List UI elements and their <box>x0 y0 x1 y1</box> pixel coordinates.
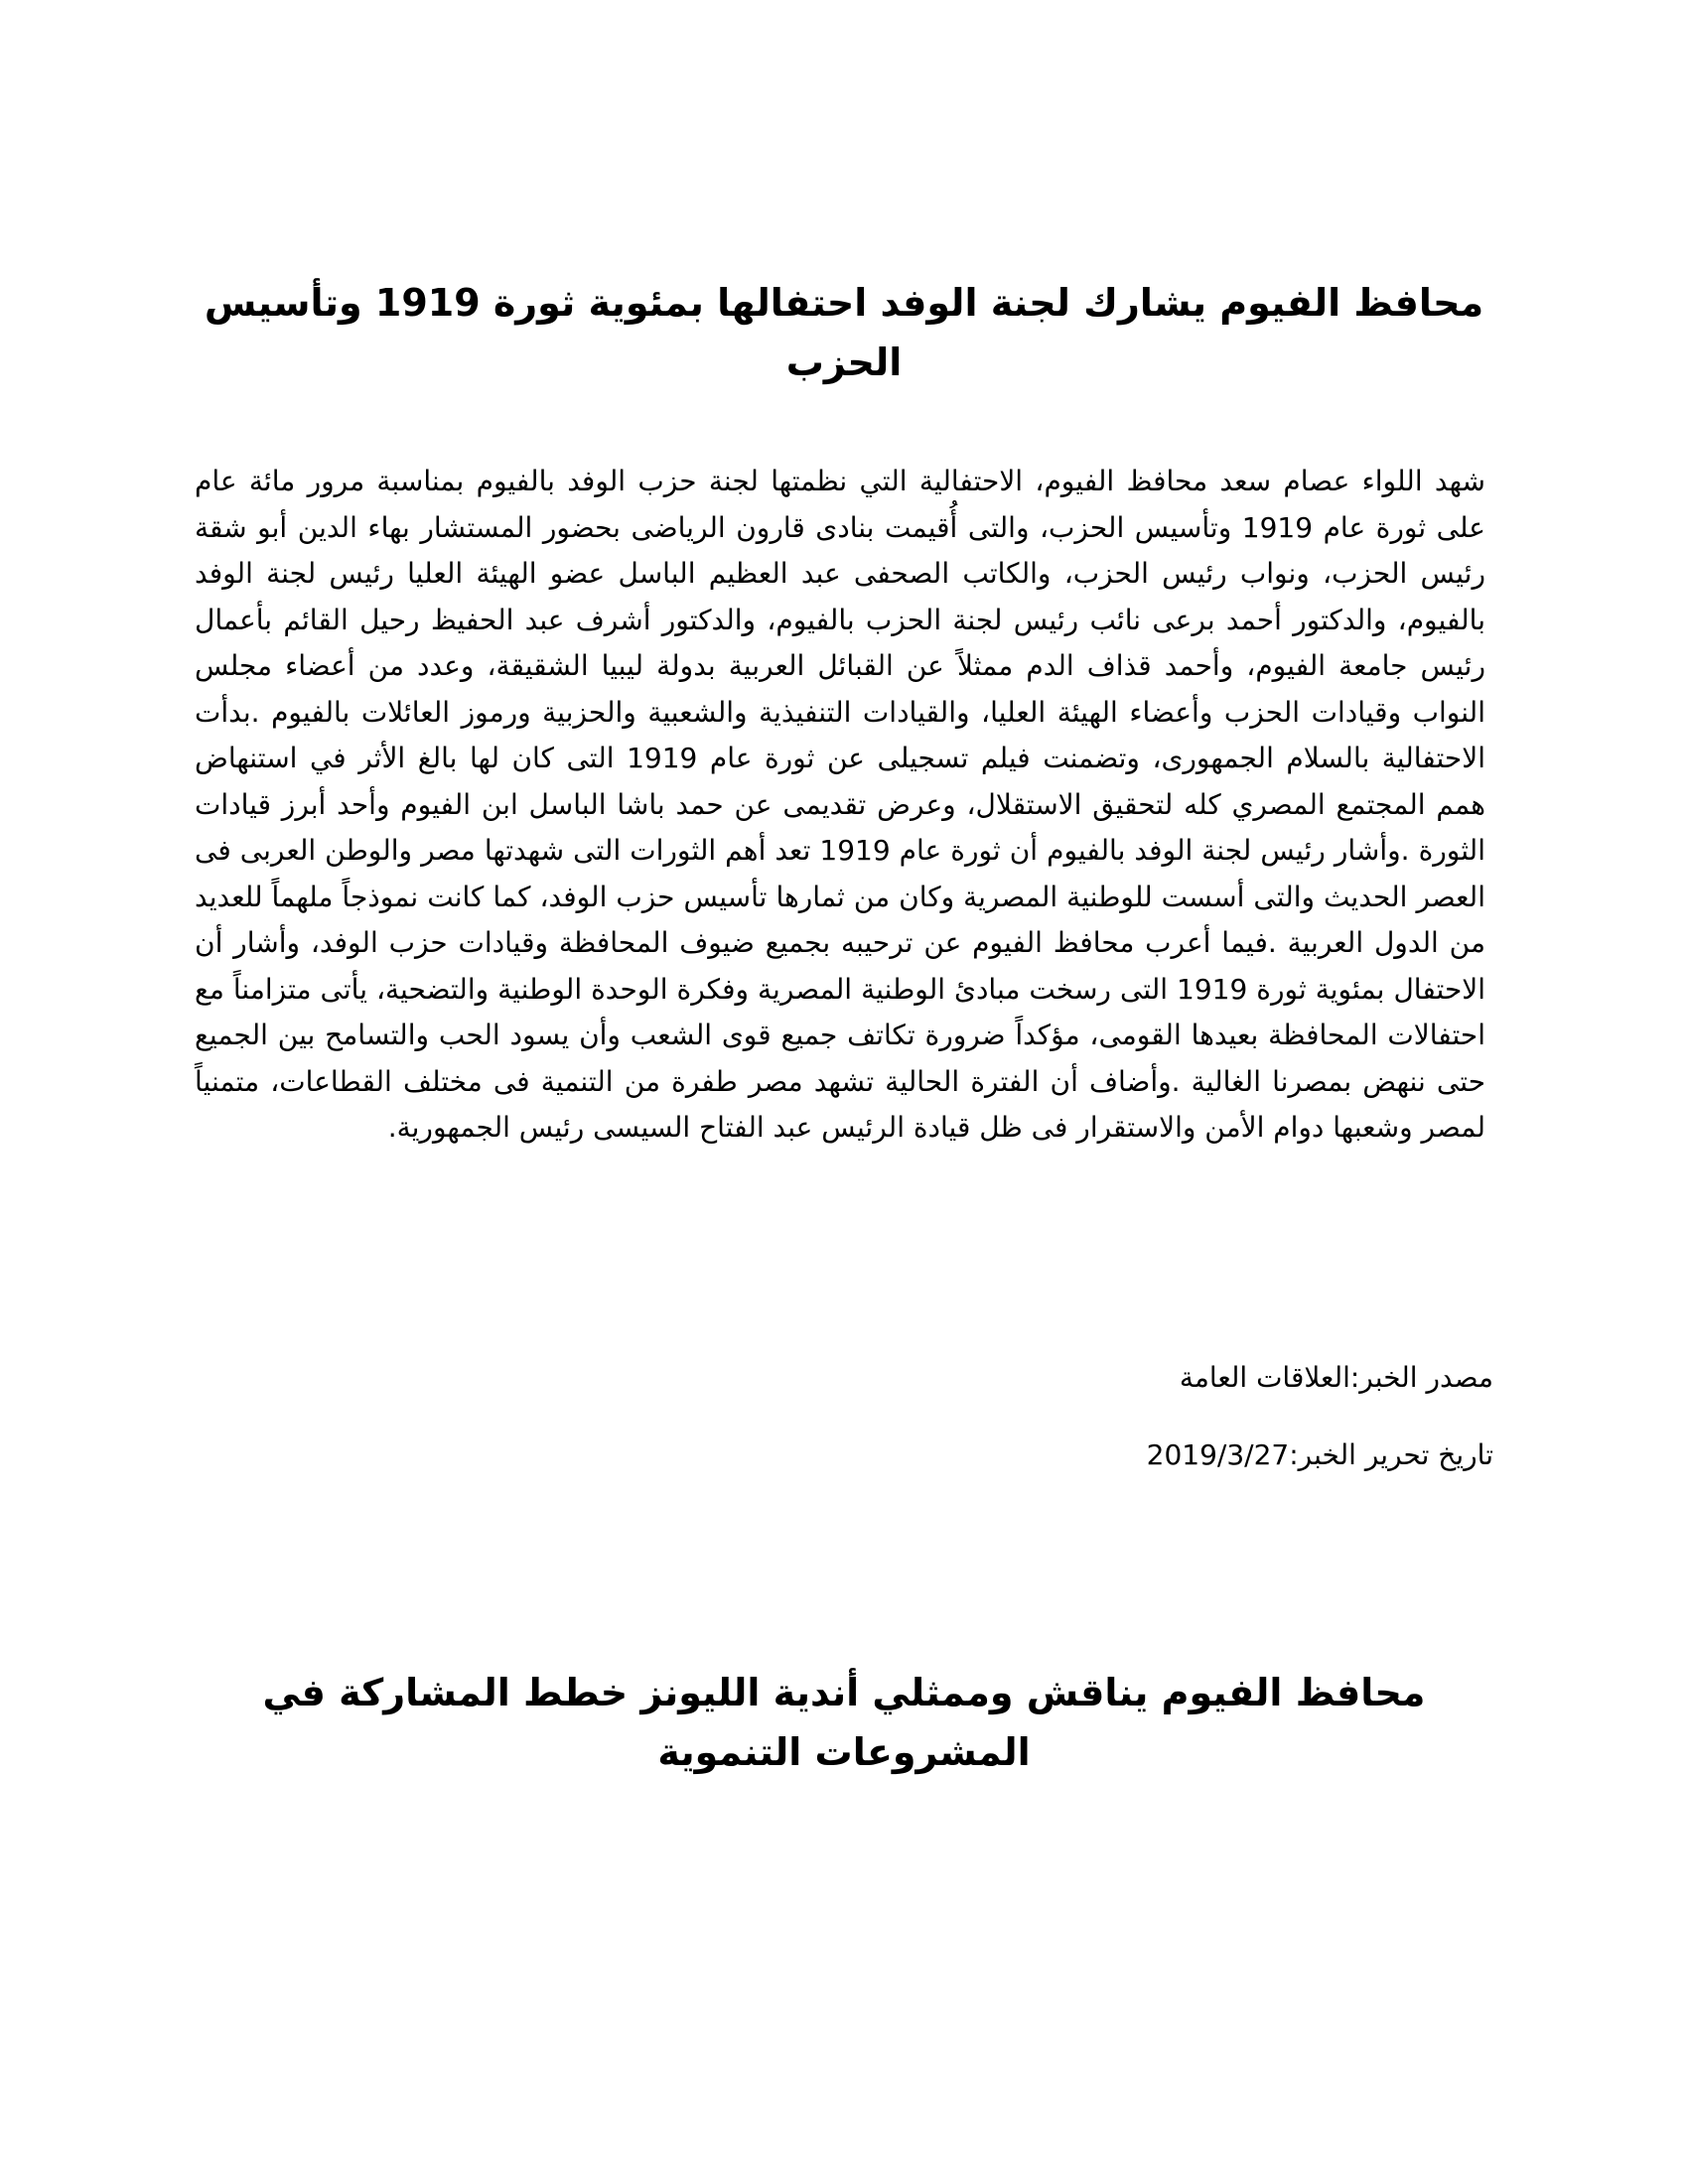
second-article-title: محافظ الفيوم يناقش وممثلي أندية الليونز خطط المشاركة في المشروعات التنموية <box>262 1671 1426 1774</box>
news-source: مصدر الخبر:العلاقات العامة <box>1179 1361 1493 1394</box>
edit-date-value: 2019/3/27 <box>1146 1438 1290 1471</box>
article-body: شهد اللواء عصام سعد محافظ الفيوم، الاحتفالية التي نظمتها لجنة حزب الوفد بالفيوم بمناسبة مرور مائة عام على ثورة عام 1919 وتأسيس الحزب، والتى أُقيمت بنادى قارون الرياضى بحضور المستشار بهاء الدين أبو شقة رئيس الحزب، ونواب رئيس الحزب، والكاتب الصحفى عبد العظيم الباسل عضو الهيئة العليا رئيس لجنة الوفد بالفيوم، والدكتور أحمد برعى نائب رئيس لجنة الحزب بالفيوم، والدكتور أشرف عبد الحفيظ رحيل القائم بأعمال رئيس جامعة الفيوم، وأحمد قذاف الدم ممثلاً عن القبائل العربية بدولة ليبيا الشقيقة، وعدد من أعضاء مجلس النواب وقيادات الحزب وأعضاء الهيئة العليا، والقيادات التنفيذية والشعبية والحزبية ورموز العائلات بالفيوم .بدأت الاحتفالية بالسلام الجمهورى، وتضمنت فيلم تسجيلى عن ثورة عام 1919 التى كان لها بالغ الأثر في استنهاض همم المجتمع المصري كله لتحقيق الاستقلال، وعرض تقديمى عن حمد باشا الباسل ابن الفيوم وأحد أبرز قيادات الثورة .وأشار رئيس لجنة الوفد بالفيوم أن ثورة عام 1919 تعد أهم الثورات التى شهدتها مصر والوطن العربى فى العصر الحديث والتى أسست للوطنية المصرية وكان من ثمارها تأسيس حزب الوفد، كما كانت نموذجاً ملهماً للعديد من الدول العربية .فيما أعرب محافظ الفيوم عن ترحيبه بجميع ضيوف المحافظة وقيادات حزب الوفد، وأشار أن الاحتفال بمئوية ثورة 1919 التى رسخت مبادئ الوطنية المصرية وفكرة الوحدة الوطنية والتضحية، يأتى متزامناً مع احتفالات المحافظة بعيدها القومى، مؤكداً ضرورة تكاتف جميع قوى الشعب وأن يسود الحب والتسامح بين الجميع حتى ننهض بمصرنا الغالية .وأضاف أن الفترة الحالية تشهد مصر طفرة من التنمية فى مختلف القطاعات، متمنياً لمصر وشعبها دوام الأمن والاستقرار فى ظل قيادة الرئيس عبد الفتاح السيسى رئيس الجمهورية. <box>195 465 1485 1144</box>
edit-date-label: تاريخ تحرير الخبر: <box>1289 1438 1493 1471</box>
edit-date-line <box>1147 1435 1493 1475</box>
article-title: محافظ الفيوم يشارك لجنة الوفد احتفالها بمئوية ثورة 1919 وتأسيس الحزب <box>204 281 1484 384</box>
